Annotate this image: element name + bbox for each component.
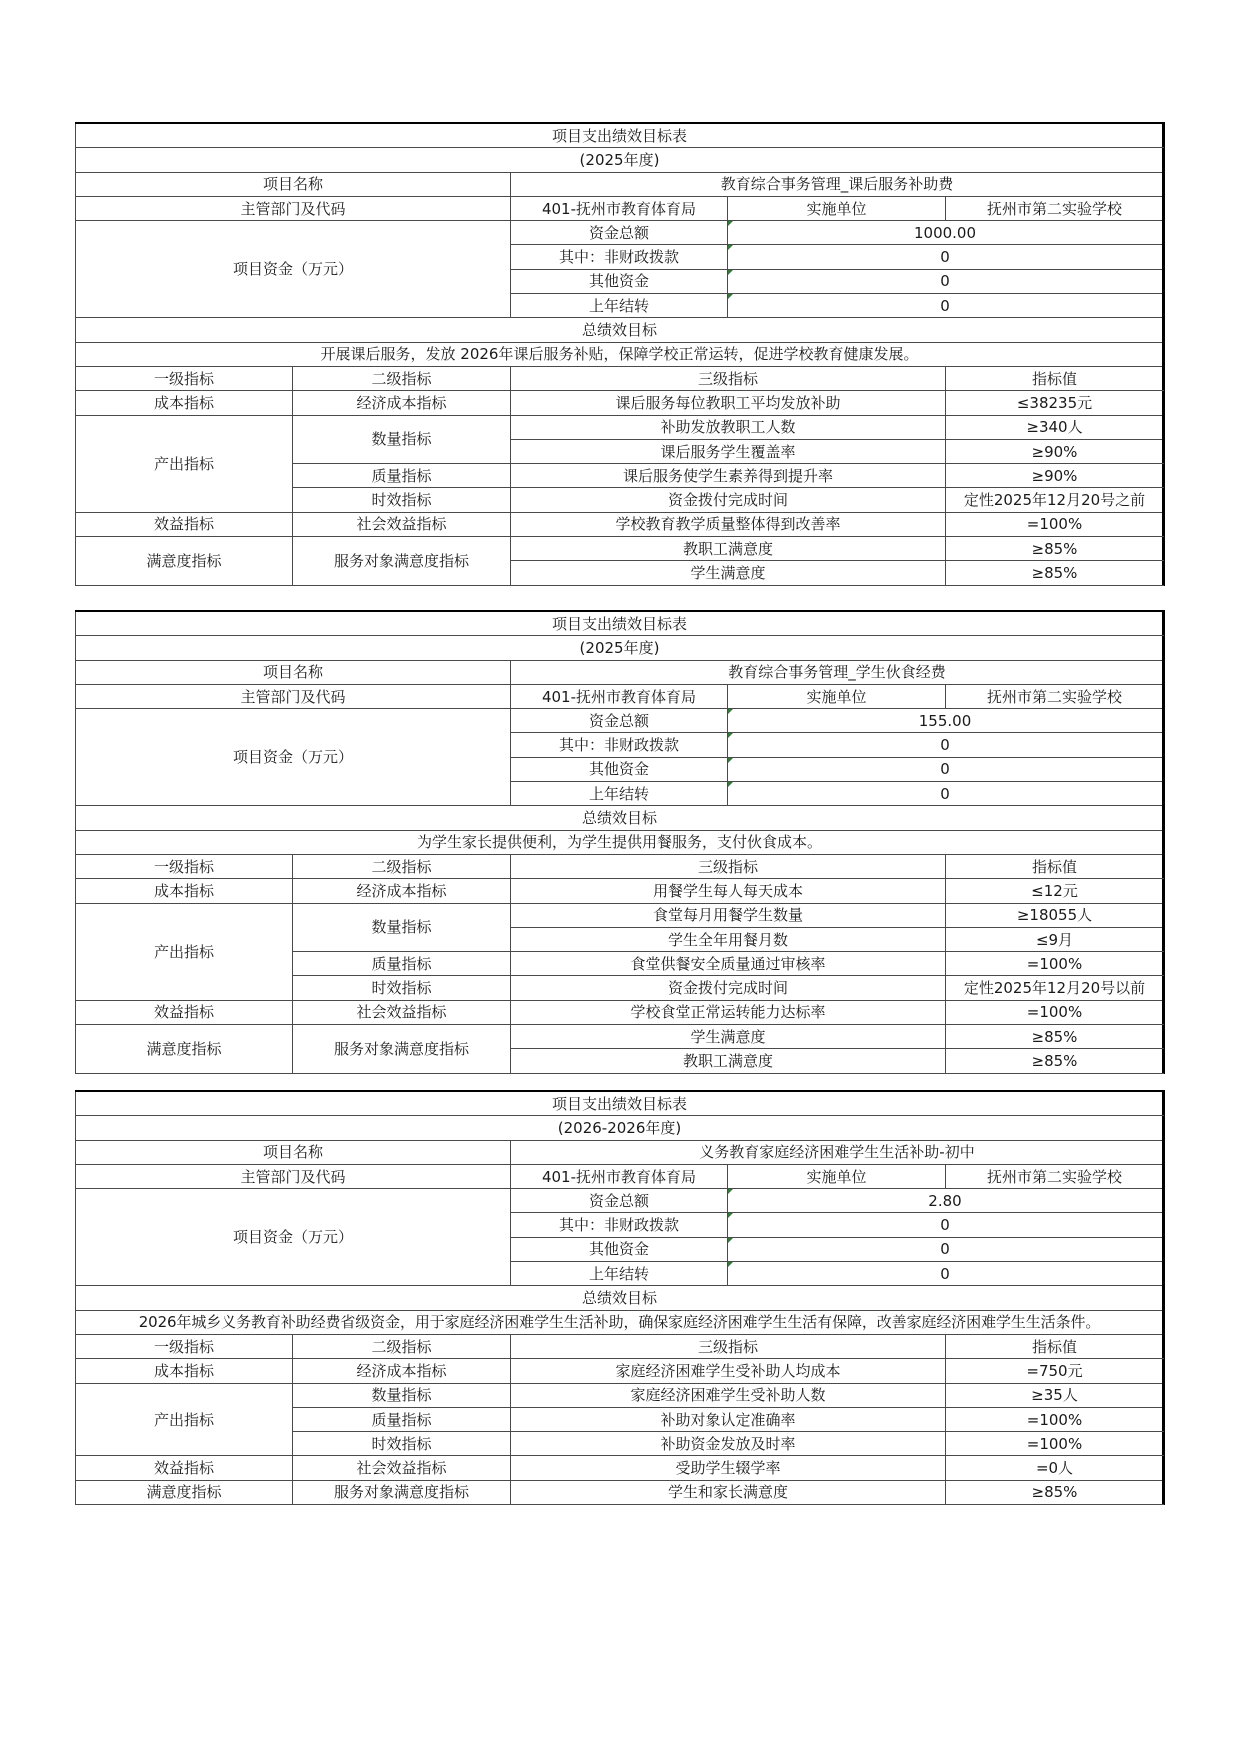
quality-value: ≥90% <box>946 464 1164 488</box>
quantity-value: ≥18055人 <box>946 903 1164 927</box>
goal-text: 开展课后服务，发放 2026年课后服务补贴，保障学校正常运转，促进学校教育健康发展。 <box>76 342 1164 366</box>
cost-l3: 用餐学生每人每天成本 <box>511 879 946 903</box>
satisfaction-l3: 教职工满意度 <box>511 537 946 561</box>
header-level1: 一级指标 <box>76 366 293 390</box>
dept-value: 401-抚州市教育体育局 <box>511 196 728 220</box>
fund-carryover-label: 上年结转 <box>511 1262 728 1286</box>
quantity-l3: 补助发放教职工人数 <box>511 415 946 439</box>
fund-nonfiscal-label: 其中：非财政拨款 <box>511 245 728 269</box>
benefit-l1: 效益指标 <box>76 512 293 536</box>
table-row <box>76 1480 1164 1504</box>
benefit-l1: 效益指标 <box>76 1456 293 1480</box>
cost-l2: 经济成本指标 <box>293 1359 511 1383</box>
benefit-l3: 学校食堂正常运转能力达标率 <box>511 1000 946 1024</box>
quality-value: =100% <box>946 1407 1164 1431</box>
header-level1: 一级指标 <box>76 854 293 878</box>
timeliness-l3: 资金拨付完成时间 <box>511 488 946 512</box>
quantity-l3: 家庭经济困难学生受补助人数 <box>511 1383 946 1407</box>
header-level3: 三级指标 <box>511 366 946 390</box>
dept-label: 主管部门及代码 <box>76 684 511 708</box>
fund-nonfiscal-label: 其中：非财政拨款 <box>511 733 728 757</box>
satisfaction-l3: 学生和家长满意度 <box>511 1480 946 1504</box>
fund-other-label: 其他资金 <box>511 1237 728 1261</box>
cost-value: ≤12元 <box>946 879 1164 903</box>
dept-value: 401-抚州市教育体育局 <box>511 1164 728 1188</box>
fund-other-label: 其他资金 <box>511 269 728 293</box>
fund-total-value: 155.00 <box>728 709 1164 733</box>
cost-value: ≤38235元 <box>946 391 1164 415</box>
quality-l2: 质量指标 <box>293 1407 511 1431</box>
benefit-value: =0人 <box>946 1456 1164 1480</box>
table-row <box>76 1025 1164 1049</box>
quality-value: =100% <box>946 952 1164 976</box>
quality-l3: 课后服务使学生素养得到提升率 <box>511 464 946 488</box>
cost-l1: 成本指标 <box>76 879 293 903</box>
quantity-value: ≥35人 <box>946 1383 1164 1407</box>
timeliness-value: 定性2025年12月20号以前 <box>946 976 1164 1000</box>
satisfaction-value: ≥85% <box>946 1049 1164 1073</box>
satisfaction-l1: 满意度指标 <box>76 1480 293 1504</box>
timeliness-l3: 补助资金发放及时率 <box>511 1432 946 1456</box>
performance-table-1 <box>75 122 1165 586</box>
table-row <box>76 1359 1164 1383</box>
quality-l2: 质量指标 <box>293 952 511 976</box>
table-row <box>76 903 1164 927</box>
quantity-l3: 课后服务学生覆盖率 <box>511 439 946 463</box>
funds-label: 项目资金（万元） <box>76 709 511 806</box>
table-year: (2026-2026年度) <box>76 1116 1164 1140</box>
satisfaction-l1: 满意度指标 <box>76 537 293 586</box>
header-level2: 二级指标 <box>293 854 511 878</box>
satisfaction-l3: 学生满意度 <box>511 1025 946 1049</box>
benefit-l2: 社会效益指标 <box>293 512 511 536</box>
satisfaction-value: ≥85% <box>946 537 1164 561</box>
impl-unit-value: 抚州市第二实验学校 <box>946 196 1164 220</box>
header-value: 指标值 <box>946 854 1164 878</box>
fund-nonfiscal-value: 0 <box>728 733 1164 757</box>
funds-label: 项目资金（万元） <box>76 221 511 318</box>
quantity-value: ≥90% <box>946 439 1164 463</box>
header-level2: 二级指标 <box>293 1334 511 1358</box>
fund-carryover-value: 0 <box>728 782 1164 806</box>
cost-l2: 经济成本指标 <box>293 879 511 903</box>
timeliness-l2: 时效指标 <box>293 488 511 512</box>
fund-other-value: 0 <box>728 269 1164 293</box>
header-level2: 二级指标 <box>293 366 511 390</box>
fund-carryover-label: 上年结转 <box>511 782 728 806</box>
satisfaction-l3: 教职工满意度 <box>511 1049 946 1073</box>
table-row <box>76 879 1164 903</box>
fund-nonfiscal-label: 其中：非财政拨款 <box>511 1213 728 1237</box>
timeliness-l2: 时效指标 <box>293 976 511 1000</box>
goal-label: 总绩效目标 <box>76 318 1164 342</box>
benefit-l1: 效益指标 <box>76 1000 293 1024</box>
dept-label: 主管部门及代码 <box>76 196 511 220</box>
table-row <box>76 1383 1164 1407</box>
project-name-value: 义务教育家庭经济困难学生生活补助-初中 <box>511 1140 1164 1164</box>
fund-total-label: 资金总额 <box>511 1189 728 1213</box>
fund-carryover-label: 上年结转 <box>511 294 728 318</box>
timeliness-value: 定性2025年12月20号之前 <box>946 488 1164 512</box>
satisfaction-value: ≥85% <box>946 561 1164 585</box>
quantity-l3: 食堂每月用餐学生数量 <box>511 903 946 927</box>
output-l1: 产出指标 <box>76 415 293 512</box>
project-name-value: 教育综合事务管理_学生伙食经费 <box>511 660 1164 684</box>
fund-other-label: 其他资金 <box>511 757 728 781</box>
quantity-l2: 数量指标 <box>293 1383 511 1407</box>
header-level3: 三级指标 <box>511 854 946 878</box>
quantity-l2: 数量指标 <box>293 903 511 952</box>
project-name-label: 项目名称 <box>76 1140 511 1164</box>
satisfaction-l3: 学生满意度 <box>511 561 946 585</box>
goal-label: 总绩效目标 <box>76 1286 1164 1310</box>
table-row <box>76 1000 1164 1024</box>
table-title: 项目支出绩效目标表 <box>76 611 1164 636</box>
fund-total-label: 资金总额 <box>511 221 728 245</box>
satisfaction-l2: 服务对象满意度指标 <box>293 1025 511 1074</box>
cost-l3: 家庭经济困难学生受补助人均成本 <box>511 1359 946 1383</box>
quantity-value: ≥340人 <box>946 415 1164 439</box>
header-value: 指标值 <box>946 366 1164 390</box>
table-year: (2025年度) <box>76 148 1164 172</box>
table-row <box>76 537 1164 561</box>
benefit-l3: 受助学生辍学率 <box>511 1456 946 1480</box>
fund-total-label: 资金总额 <box>511 709 728 733</box>
benefit-l3: 学校教育教学质量整体得到改善率 <box>511 512 946 536</box>
project-name-label: 项目名称 <box>76 172 511 196</box>
timeliness-value: =100% <box>946 1432 1164 1456</box>
goal-text: 为学生家长提供便利，为学生提供用餐服务，支付伙食成本。 <box>76 830 1164 854</box>
cost-l1: 成本指标 <box>76 1359 293 1383</box>
quantity-value: ≤9月 <box>946 927 1164 951</box>
table-row <box>76 1456 1164 1480</box>
fund-nonfiscal-value: 0 <box>728 1213 1164 1237</box>
cost-l2: 经济成本指标 <box>293 391 511 415</box>
quality-l2: 质量指标 <box>293 464 511 488</box>
cost-l1: 成本指标 <box>76 391 293 415</box>
satisfaction-value: ≥85% <box>946 1025 1164 1049</box>
satisfaction-l1: 满意度指标 <box>76 1025 293 1074</box>
impl-unit-value: 抚州市第二实验学校 <box>946 1164 1164 1188</box>
table-title: 项目支出绩效目标表 <box>76 1091 1164 1116</box>
table-title: 项目支出绩效目标表 <box>76 123 1164 148</box>
impl-unit-label: 实施单位 <box>728 684 946 708</box>
performance-table-2 <box>75 610 1165 1074</box>
impl-unit-label: 实施单位 <box>728 1164 946 1188</box>
benefit-value: =100% <box>946 512 1164 536</box>
table-row <box>76 391 1164 415</box>
timeliness-l3: 资金拨付完成时间 <box>511 976 946 1000</box>
cost-l3: 课后服务每位教职工平均发放补助 <box>511 391 946 415</box>
funds-label: 项目资金（万元） <box>76 1189 511 1286</box>
satisfaction-l2: 服务对象满意度指标 <box>293 1480 511 1504</box>
table-row <box>76 512 1164 536</box>
output-l1: 产出指标 <box>76 903 293 1000</box>
satisfaction-value: ≥85% <box>946 1480 1164 1504</box>
header-value: 指标值 <box>946 1334 1164 1358</box>
quality-l3: 食堂供餐安全质量通过审核率 <box>511 952 946 976</box>
output-l1: 产出指标 <box>76 1383 293 1456</box>
satisfaction-l2: 服务对象满意度指标 <box>293 537 511 586</box>
project-name-value: 教育综合事务管理_课后服务补助费 <box>511 172 1164 196</box>
header-level3: 三级指标 <box>511 1334 946 1358</box>
benefit-l2: 社会效益指标 <box>293 1000 511 1024</box>
table-year: (2025年度) <box>76 636 1164 660</box>
benefit-l2: 社会效益指标 <box>293 1456 511 1480</box>
dept-label: 主管部门及代码 <box>76 1164 511 1188</box>
fund-total-value: 2.80 <box>728 1189 1164 1213</box>
cost-value: =750元 <box>946 1359 1164 1383</box>
header-level1: 一级指标 <box>76 1334 293 1358</box>
benefit-value: =100% <box>946 1000 1164 1024</box>
quality-l3: 补助对象认定准确率 <box>511 1407 946 1431</box>
fund-other-value: 0 <box>728 1237 1164 1261</box>
table-row <box>76 415 1164 439</box>
timeliness-l2: 时效指标 <box>293 1432 511 1456</box>
fund-total-value: 1000.00 <box>728 221 1164 245</box>
performance-table-3 <box>75 1090 1165 1505</box>
dept-value: 401-抚州市教育体育局 <box>511 684 728 708</box>
quantity-l3: 学生全年用餐月数 <box>511 927 946 951</box>
goal-text: 2026年城乡义务教育补助经费省级资金，用于家庭经济困难学生生活补助，确保家庭经济困难学生生活有保障，改善家庭经济困难学生生活条件。 <box>76 1310 1164 1334</box>
quantity-l2: 数量指标 <box>293 415 511 464</box>
fund-other-value: 0 <box>728 757 1164 781</box>
project-name-label: 项目名称 <box>76 660 511 684</box>
fund-carryover-value: 0 <box>728 294 1164 318</box>
fund-carryover-value: 0 <box>728 1262 1164 1286</box>
goal-label: 总绩效目标 <box>76 806 1164 830</box>
fund-nonfiscal-value: 0 <box>728 245 1164 269</box>
impl-unit-label: 实施单位 <box>728 196 946 220</box>
impl-unit-value: 抚州市第二实验学校 <box>946 684 1164 708</box>
